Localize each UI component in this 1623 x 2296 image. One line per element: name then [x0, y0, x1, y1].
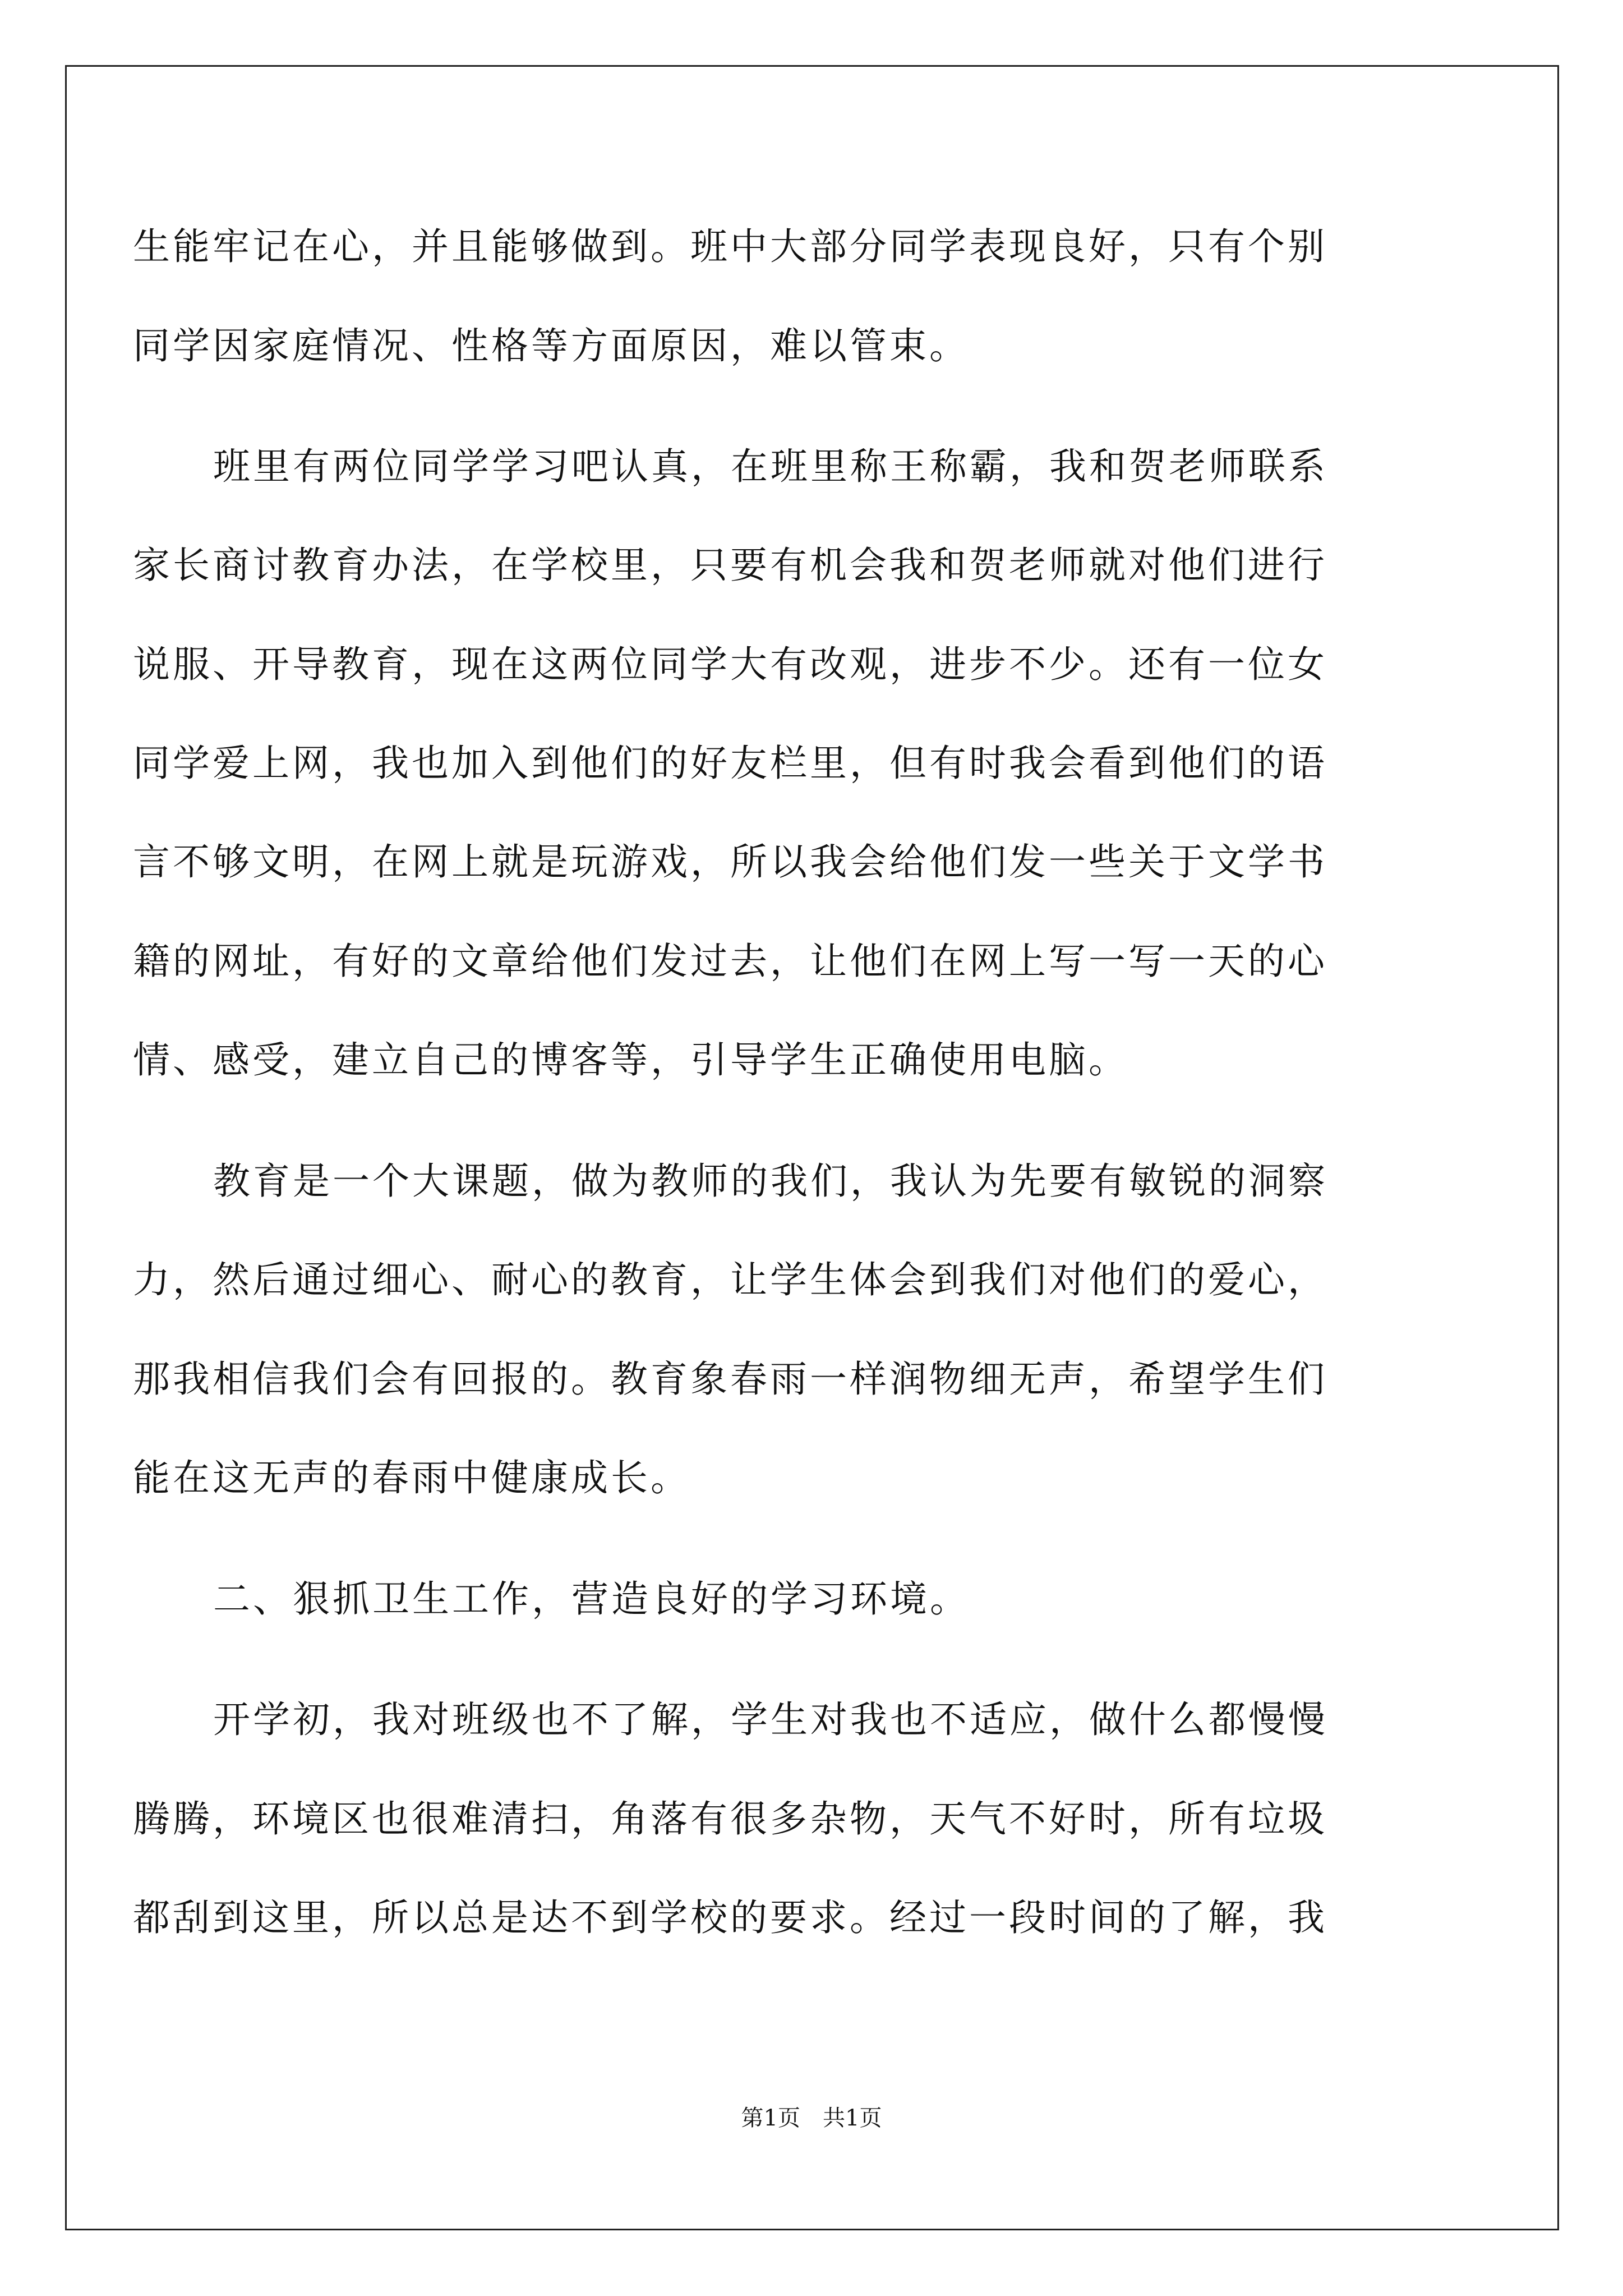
- text-line: 说服、开导教育，现在这两位同学大有改观，进步不少。还有一位女: [133, 643, 1327, 686]
- text-line: 班里有两位同学学习吧认真，在班里称王称霸，我和贺老师联系: [213, 445, 1328, 488]
- text-line: 同学因家庭情况、性格等方面原因，难以管束。: [133, 324, 969, 367]
- text-line: 情、感受，建立自己的博客等，引导学生正确使用电脑。: [133, 1038, 1128, 1082]
- section-heading: 二、狠抓卫生工作，营造良好的学习环境。: [213, 1577, 970, 1621]
- text-line: 言不够文明，在网上就是玩游戏，所以我会给他们发一些关于文学书: [133, 840, 1327, 884]
- text-line: 腾腾，环境区也很难清扫，角落有很多杂物，天气不好时，所有垃圾: [133, 1797, 1327, 1841]
- text-line: 家长商讨教育办法，在学校里，只要有机会我和贺老师就对他们进行: [133, 544, 1327, 587]
- text-line: 力，然后通过细心、耐心的教育，让学生体会到我们对他们的爱心，: [133, 1258, 1327, 1301]
- page-number-footer: 第1页 共1页: [741, 2105, 882, 2131]
- text-line: 那我相信我们会有回报的。教育象春雨一样润物细无声，希望学生们: [133, 1358, 1327, 1401]
- text-line: 能在这无声的春雨中健康成长。: [133, 1456, 690, 1499]
- text-line: 都刮到这里，所以总是达不到学校的要求。经过一段时间的了解，我: [133, 1896, 1327, 1939]
- text-line: 生能牢记在心，并且能够做到。班中大部分同学表现良好，只有个别: [133, 225, 1327, 268]
- text-line: 教育是一个大课题，做为教师的我们，我认为先要有敏锐的洞察: [213, 1159, 1328, 1203]
- text-line: 同学爱上网，我也加入到他们的好友栏里，但有时我会看到他们的语: [133, 742, 1327, 785]
- text-line: 开学初，我对班级也不了解，学生对我也不适应，做什么都慢慢: [213, 1698, 1328, 1741]
- text-line: 籍的网址，有好的文章给他们发过去，让他们在网上写一写一天的心: [133, 940, 1327, 983]
